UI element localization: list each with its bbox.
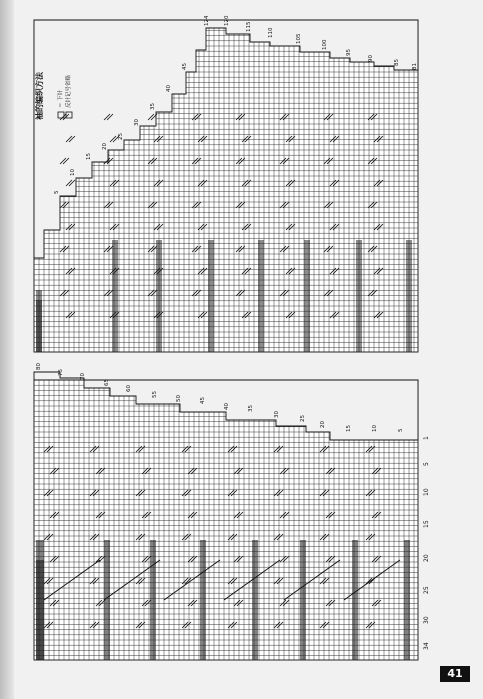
stitch-number-label: 25 bbox=[423, 586, 430, 594]
row-number-label: 50 bbox=[176, 395, 182, 402]
row-number-label: 80 bbox=[36, 363, 42, 370]
row-number-label: 90 bbox=[368, 55, 374, 62]
row-number-label: 65 bbox=[104, 379, 110, 386]
cable-column bbox=[300, 540, 306, 660]
stitch-number-label: 30 bbox=[423, 616, 430, 624]
row-number-label: 85 bbox=[394, 59, 400, 66]
cable-column bbox=[352, 540, 358, 660]
row-number-label: 55 bbox=[152, 391, 158, 398]
row-number-label: 70 bbox=[80, 373, 86, 380]
row-number-label: 5 bbox=[54, 190, 60, 194]
row-number-label: 10 bbox=[372, 425, 378, 432]
cable-column bbox=[156, 240, 162, 352]
cable-column bbox=[200, 540, 206, 660]
stitch-number-label: 15 bbox=[423, 520, 430, 528]
row-number-label: 75 bbox=[58, 369, 64, 376]
row-number-label: 105 bbox=[296, 33, 302, 44]
cable-column bbox=[406, 240, 412, 352]
stitch-number-label: 10 bbox=[423, 488, 430, 496]
row-number-label: 35 bbox=[248, 405, 254, 412]
cable-column bbox=[36, 560, 44, 660]
row-number-label: 5 bbox=[398, 428, 404, 432]
page-number: 41 bbox=[440, 666, 470, 682]
row-number-label: 60 bbox=[126, 385, 132, 392]
row-number-label: 40 bbox=[166, 85, 172, 92]
row-number-label: 45 bbox=[182, 63, 188, 70]
row-number-label: 10 bbox=[70, 169, 76, 176]
stitch-number-label: 1 bbox=[423, 436, 430, 440]
cable-column bbox=[258, 240, 264, 352]
row-number-label: 30 bbox=[274, 411, 280, 418]
row-number-label: 115 bbox=[246, 21, 252, 32]
chart-title: 袖的编织方法 bbox=[35, 72, 44, 120]
stitch-number-label: 34 bbox=[423, 642, 430, 650]
row-number-label: 15 bbox=[346, 425, 352, 432]
row-number-label: 100 bbox=[322, 39, 328, 50]
cable-column bbox=[304, 240, 310, 352]
row-number-label: 95 bbox=[346, 49, 352, 56]
row-number-label: 110 bbox=[268, 27, 274, 38]
row-number-label: 120 bbox=[224, 15, 230, 26]
row-number-label: 15 bbox=[86, 153, 92, 160]
cable-column bbox=[208, 240, 214, 352]
row-number-label: 30 bbox=[134, 119, 140, 126]
row-number-label: 25 bbox=[118, 133, 124, 140]
row-number-label: 25 bbox=[300, 415, 306, 422]
row-number-label: 20 bbox=[102, 143, 108, 150]
row-number-label: 35 bbox=[150, 103, 156, 110]
row-number-label: 40 bbox=[224, 403, 230, 410]
cable-column bbox=[36, 300, 42, 352]
stitch-number-label: 20 bbox=[423, 554, 430, 562]
cable-column bbox=[404, 540, 410, 660]
stitch-number-label: 5 bbox=[423, 462, 430, 466]
cable-column bbox=[252, 540, 258, 660]
legend-text: 反针记号省略 bbox=[66, 74, 72, 108]
cable-column bbox=[356, 240, 362, 352]
row-number-label: 124 bbox=[204, 15, 210, 26]
row-number-label: 20 bbox=[320, 421, 326, 428]
row-number-label: 45 bbox=[200, 397, 206, 404]
row-number-label: 81 bbox=[412, 63, 418, 70]
cable-column bbox=[112, 240, 118, 352]
legend-text: ＝ 下针 bbox=[58, 89, 64, 108]
